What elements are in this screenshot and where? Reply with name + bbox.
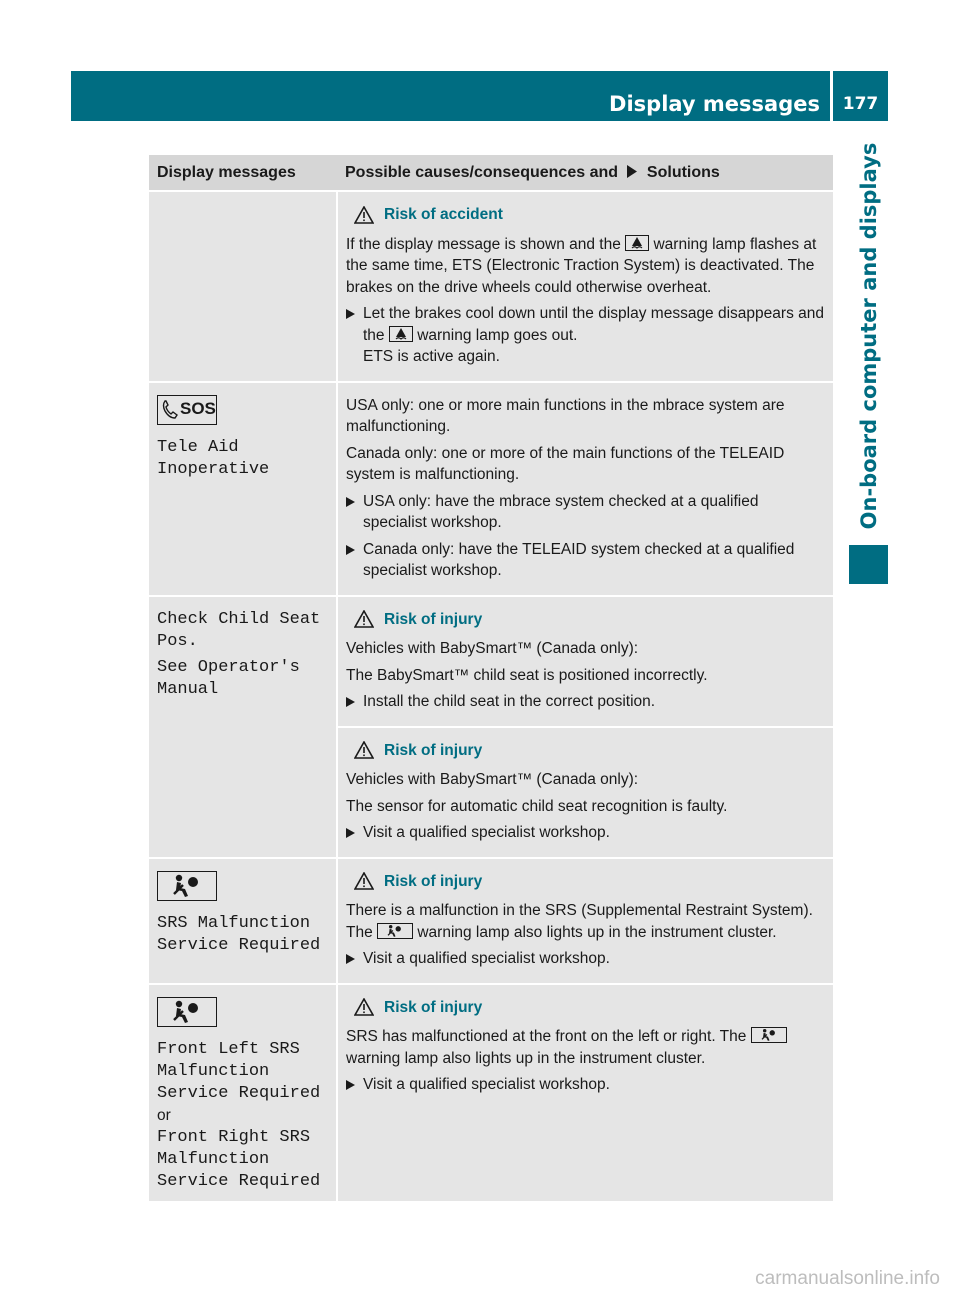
warning-heading: Risk of injury — [346, 997, 825, 1019]
solution-step: Visit a qualified specialist workshop. — [346, 1074, 825, 1096]
causes-cell — [337, 858, 833, 984]
solution-step: Canada only: have the TELEAID system checked at a qualified specialist workshop. — [346, 539, 825, 582]
step-arrow-icon — [346, 828, 355, 838]
solution-step: Visit a qualified specialist workshop. — [346, 948, 825, 970]
table-row — [149, 858, 833, 984]
srs-warning-lamp-icon — [751, 1027, 787, 1043]
warning-triangle-icon — [354, 610, 374, 628]
warning-heading: Risk of injury — [346, 740, 825, 762]
section-tab-label: On-board computer and displays — [856, 142, 881, 530]
warning-heading: Risk of injury — [346, 871, 825, 893]
cause-text: There is a malfunction in the SRS (Supplemental Restraint System). The warning lamp also lights up in the instrument cluster. — [346, 902, 813, 941]
srs-warning-lamp-icon — [377, 923, 413, 939]
step-arrow-icon — [346, 697, 355, 707]
solution-step: Let the brakes cool down until the display message disappears and the warning lamp goes out. ETS is active again. — [346, 303, 825, 368]
section-tab — [849, 140, 888, 532]
table-row — [149, 596, 833, 727]
solution-step: Visit a qualified specialist workshop. — [346, 822, 825, 844]
display-messages-table — [149, 155, 833, 1203]
warning-triangle-icon — [354, 998, 374, 1016]
cause-text: If the display message is shown and the warning lamp flashes at the same time, ETS (Electronic Traction System) is deactivated. The brakes on the drive wheels could otherwise overheat. — [346, 235, 817, 296]
srs-airbag-icon — [157, 871, 217, 901]
step-arrow-icon — [346, 954, 355, 964]
display-message-cell: Check Child Seat Pos. See Operator's Manual — [149, 596, 337, 858]
warning-heading: Risk of accident — [346, 204, 825, 226]
causes-cell: Risk of injury Vehicles with BabySmart™ (Canada only): The sensor for automatic child seat recognition is faulty. Visit a qualified specialist workshop. — [337, 727, 833, 858]
solution-step: USA only: have the mbrace system checked at a qualified specialist workshop. — [346, 491, 825, 534]
page-title: Display messages — [609, 92, 820, 116]
display-message-cell — [149, 191, 337, 382]
table-row — [149, 191, 833, 382]
step-arrow-icon — [346, 545, 355, 555]
solution-step: Install the child seat in the correct position. — [346, 691, 825, 713]
causes-cell: Risk of injury Vehicles with BabySmart™ (Canada only): The BabySmart™ child seat is positioned incorrectly. Install the child seat in the correct position. — [337, 596, 833, 727]
table-row — [149, 382, 833, 596]
display-message-cell: SRS Malfunction Service Required — [149, 858, 337, 984]
causes-cell — [337, 984, 833, 1203]
table-header-row — [149, 155, 833, 191]
ets-warning-lamp-icon — [389, 326, 413, 342]
watermark: carmanualsonline.info — [755, 1268, 940, 1289]
cause-text: SRS has malfunctioned at the front on the left or right. The warning lamp also lights up in the instrument cluster. — [346, 1026, 825, 1069]
warning-heading: Risk of injury — [346, 609, 825, 631]
table-row — [149, 984, 833, 1203]
step-arrow-icon — [346, 309, 355, 319]
warning-triangle-icon — [354, 872, 374, 890]
warning-triangle-icon — [354, 741, 374, 759]
srs-airbag-icon — [157, 997, 217, 1027]
step-arrow-icon — [346, 497, 355, 507]
column-header-causes: Possible causes/consequences and Solutions — [337, 155, 833, 191]
display-message-cell: SOS Tele Aid Inoperative — [149, 382, 337, 596]
causes-cell — [337, 191, 833, 382]
section-marker — [849, 545, 888, 584]
tele-aid-sos-icon: SOS — [157, 395, 217, 425]
display-message-cell: Front Left SRS Malfunction Service Required or Front Right SRS Malfunction Service Required — [149, 984, 337, 1203]
causes-cell: USA only: one or more main functions in the mbrace system are malfunctioning. Canada only: one or more of the main functions of the TELEAID system is malfunctioning. USA only: have the mbrace system checked at a qualified specialist workshop. Canada only: have the TELEAID system checked at a qualified specialist workshop. — [337, 382, 833, 596]
page-number: 177 — [842, 94, 879, 114]
arrow-right-icon — [626, 165, 638, 178]
warning-triangle-icon — [354, 206, 374, 224]
column-header-display-messages: Display messages — [149, 155, 337, 191]
ets-warning-lamp-icon — [625, 235, 649, 251]
step-arrow-icon — [346, 1080, 355, 1090]
